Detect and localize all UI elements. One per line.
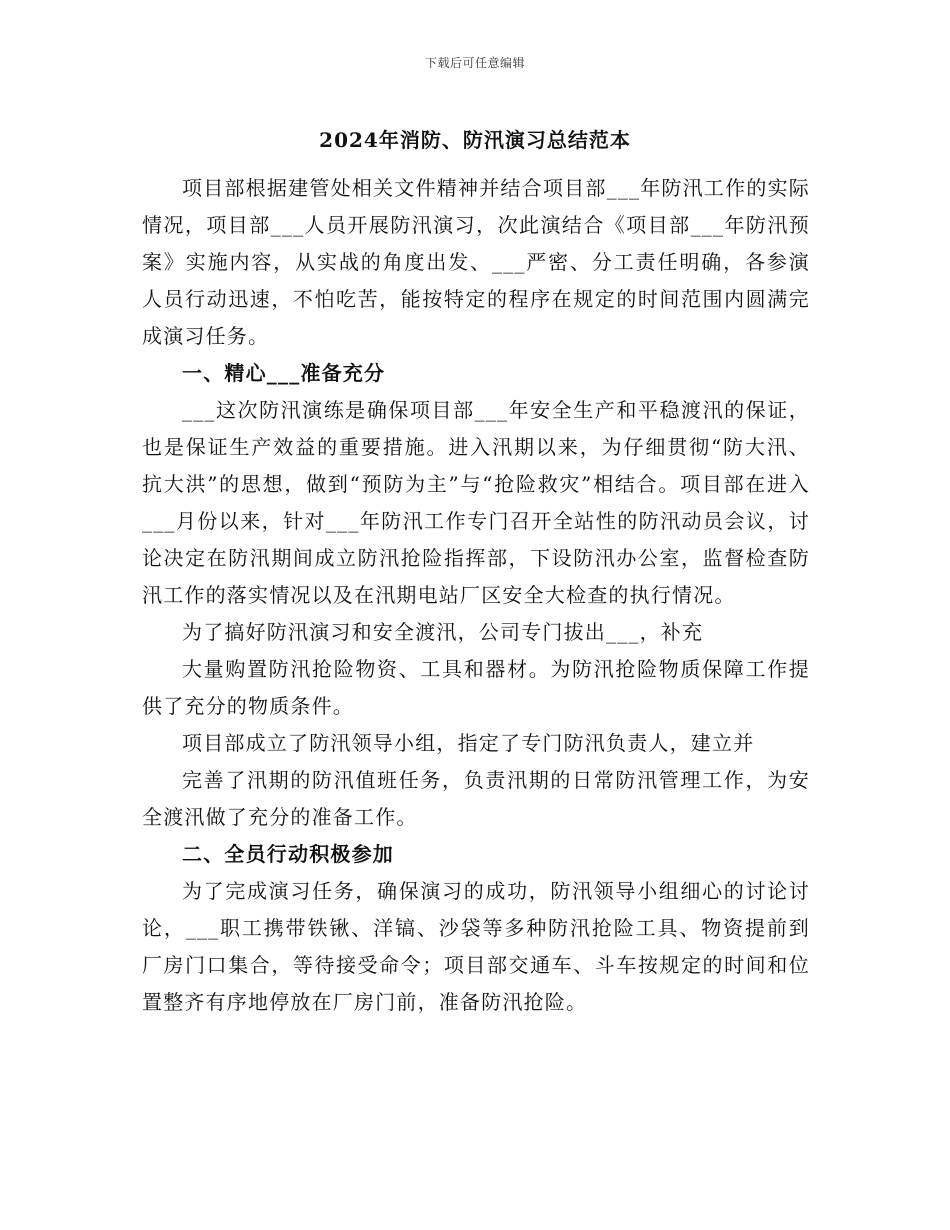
paragraph-intro: 项目部根据建管处相关文件精神并结合项目部___年防汛工作的实际情况，项目部___人员开展防汛演习，次此演结合《项目部___年防汛预案》实施内容，从实战的角度出发、___严密、分工责任明确，各参演人员行动迅速，不怕吃苦，能按特定的程序在规定的时间范围内圆满完成演习任务。 (142, 176, 810, 348)
paragraph-leadership-start: 项目部成立了防汛领导小组，指定了专门防汛负责人，建立并 (182, 731, 755, 755)
paragraph-materials-start: 为了搞好防汛演习和安全渡汛，公司专门拔出___，补充 (182, 620, 704, 644)
paragraph-materials-cont: 大量购置防汛抢险物资、工具和器材。为防汛抢险物质保障工作提供了充分的物质条件。 (142, 657, 810, 718)
paragraph-leadership-cont: 完善了汛期的防汛值班任务，负责汛期的日常防汛管理工作，为安全渡汛做了充分的准备工作。 (142, 768, 810, 829)
document-body (142, 170, 810, 1021)
document-title: 2024年消防、防汛演习总结范本 (319, 128, 631, 152)
header-note: 下载后可任意编辑 (424, 56, 525, 70)
section-heading-2: 二、全员行动积极参加 (182, 842, 394, 866)
paragraph-preparation: ___这次防汛演练是确保项目部___年安全生产和平稳渡汛的保证，也是保证生产效益的重要措施。进入汛期以来，为仔细贯彻“防大汛、抗大洪”的思想，做到“预防为主”与“抢险救灾”相结合。项目部在进入___月份以来，针对___年防汛工作专门召开全站性的防汛动员会议，讨论决定在防汛期间成立防汛抢险指挥部，下设防汛办公室，监督检查防汛工作的落实情况以及在汛期电站厂区安全大检查的执行情况。 (142, 398, 810, 607)
paragraph-participation: 为了完成演习任务，确保演习的成功，防汛领导小组细心的讨论讨论，___职工携带铁锹、洋镐、沙袋等多种防汛抢险工具、物资提前到厂房门口集合，等待接受命令；项目部交通车、斗车按规定的时间和位置整齐有序地停放在厂房门前，准备防汛抢险。 (142, 879, 810, 1014)
section-heading-1: 一、精心___准备充分 (182, 361, 386, 385)
